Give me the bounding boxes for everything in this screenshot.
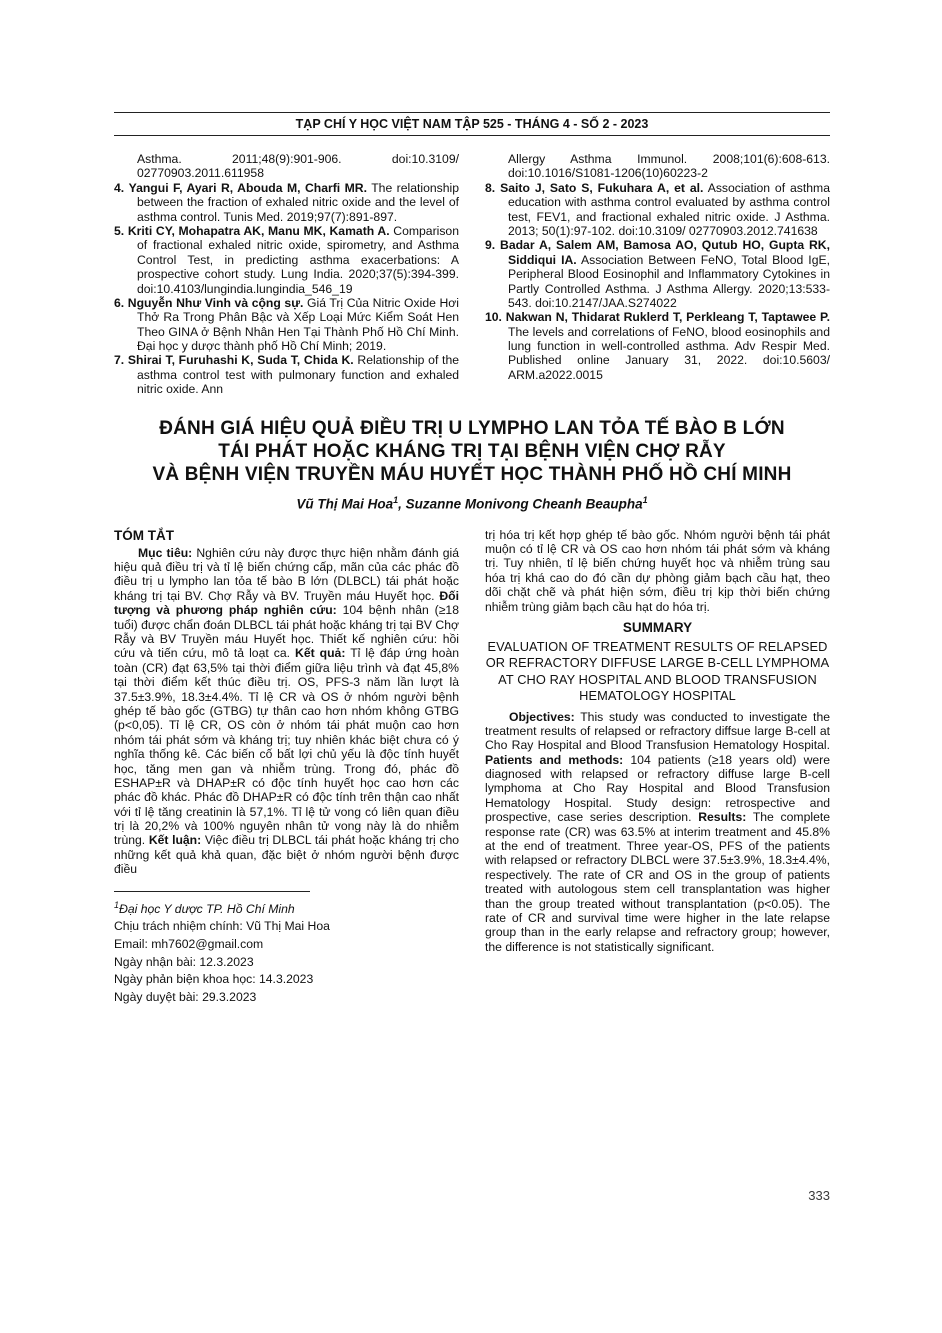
footnote-date-received: Ngày nhận bài: 12.3.2023: [114, 954, 254, 969]
footnote-affiliation-marker: 1: [114, 899, 120, 910]
reference-authors: Badar A, Salem AM, Bamosa AO, Qutub HO, Gupta RK, Siddiqui IA.: [500, 238, 830, 267]
reference-item: [114, 152, 459, 181]
abstract-vi-continued: trị hóa trị kết hợp ghép tế bào gốc. Nhóm người bệnh tái phát muộn có tỉ lệ CR và OS cao hơn nhóm tái phát sớm và kháng trị. Tuy nhiên, tỉ lệ biến chứng huyết học và nhiễm trùng sau hóa trị khá cao do đó cần dự phòng giảm bạch cầu hạt, theo dõi chặt chẽ và phát hiện sớm, điều trị kịp thời biến chứng nhiễm trùng giảm bạch cầu hạt do hóa trị.: [485, 527, 830, 614]
reference-authors: Nguyễn Như Vinh và cộng sự.: [127, 295, 304, 310]
footnote-divider: [114, 891, 310, 892]
reference-item: [114, 224, 459, 296]
summary-label-objectives: Objectives:: [509, 709, 575, 724]
abstract-label-results: Kết quả:: [295, 646, 346, 661]
summary-segment-text: This study was conducted to investigate the treatment results of relapsed or refractory diffsue large B-cell at Cho Ray Hospital and Blood Transfusion Hematology Hospital.: [485, 709, 831, 753]
abstract-segment-text: Tỉ lệ đáp ứng hoàn toàn (CR) đạt 63,5% tại thời điểm giữa liệu trình và đạt 45,8% tại thời điểm kết thúc điều trị. OS, PFS-3 năm lần lượt là 37.5±3.9%, 18.3±4.4%. Tỉ lệ CR và OS ở nhóm người bệnh ghép tế bào gốc (GTBG) tự thân cao hơn nhóm không GTBG (p<0,05). Tỉ lệ CR, OS còn ở nhóm tái phát muộn cao hơn nhóm tái phát sớm và kháng trị; tuy nhiên khác biệt chưa có ý nghĩa thống kê. Các biến cố bất lợi chủ yếu là độc tính huyết học, tăng men gan và nhiễm trùng. Trong đó, phác đồ ESHAP±R và DHAP±R có độc tính huyết học cao hơn các phác đồ khác. Phác đồ DHAP±R có độc tính trên thận cao nhất với tỉ lệ tăng creatinin là 57,1%. Tỉ lệ tử vong có liên quan điều trị là 20,2% và 100% nguyên nhân tử vong này là do nhiễm trùng.: [114, 646, 460, 848]
author-name: Suzanne Monivong Cheanh Beaupha: [405, 496, 643, 512]
article-authors: [114, 495, 830, 512]
article-title: [114, 417, 830, 487]
reference-authors: Nakwan N, Thidarat Ruklerd T, Perkleang T, Taptawee P.: [505, 310, 830, 325]
footnote-date-accepted: Ngày duyệt bài: 29.3.2023: [114, 990, 257, 1005]
reference-number: 9.: [485, 238, 496, 253]
author-name: Vũ Thị Mai Hoa: [296, 496, 394, 512]
reference-text: Giá Trị Của Nitric Oxide Hơi Thở Ra Trong Phân Bậc và Xếp Loại Mức Kiểm Soát Hen Theo GINA ở Bệnh Nhân Hen Tại Thành Phố Hồ Chí Minh. Đại học y dược thành phố Hồ Chí Minh; 2019.: [137, 295, 459, 354]
reference-number: 7.: [114, 353, 125, 368]
references-left-column: [114, 152, 459, 397]
reference-item: [114, 296, 459, 354]
reference-number: 4.: [114, 180, 125, 195]
summary-segment-text: The complete response rate (CR) was 63.5% at interim treatment and 45.8% at the end of treatment. Three year-OS, PFS of the patients with relapsed or refractory DLBCL were 37.5±3.9%, 18.3±4.4%, respectively. The rate of CR and OS in the group of patients treated with autologous stem cell transplantation was higher than the group treated without transplantation (p<0.05). The rate of CR and survival time were higher in the late relapse group than in the early relapse and refractory group; however, the difference is not statistically significant.: [485, 810, 831, 954]
reference-text: Relationship of the asthma control test with pulmonary function and exhaled nitric oxide. Ann: [137, 353, 460, 397]
reference-item: [485, 181, 830, 239]
footnote-affiliation: [114, 899, 459, 919]
reference-text: Asthma. 2011;48(9):901-906. doi:10.3109/ 02770903.2011.611958: [137, 152, 459, 181]
reference-text: Comparison of fractional exhaled nitric oxide, spirometry, and Asthma Control Test, in predicting asthma exacerbations: A prospective cohort study. Lung India. 2020;37(5):394-399. doi:10.4103/lungindia.lungindia_546_19: [137, 223, 459, 296]
footnote-date-reviewed: Ngày phản biện khoa học: 14.3.2023: [114, 972, 314, 987]
reference-text: Association of asthma education with asthma control evaluated by asthma control test, FEV1, and fractional exhaled nitric oxide. J Asthma. 2013; 50(1):97-102. doi:10.3109/ 02770903.2012.741638: [508, 180, 830, 238]
abstract-right-column: [485, 528, 830, 1007]
abstract-en-text: [485, 710, 830, 955]
footnote-block: [114, 891, 459, 1007]
reference-text: Association Between FeNO, Total Blood IgE, Peripheral Blood Eosinophil and Inflammatory Cytokines in Partly Controlled Asthma. J Asthma Allergy. 2020;13:533-543. doi:10.2147/JAA.S274022: [508, 252, 830, 310]
abstract-section: [114, 528, 830, 1007]
reference-item: [485, 310, 830, 382]
footnote-affiliation-text: Đại học Y dược TP. Hồ Chí Minh: [119, 901, 295, 916]
abstract-segment-text: Nghiên cứu này được thực hiện nhằm đánh giá hiệu quả điều trị và tỉ lệ biến chứng cấp, mãn của các phác đồ điều trị u lympho lan tỏa tế bào B lớn (DLBCL) tái phát hoặc kháng trị tại BV. Chợ Rẫy và BV. Truyền máu Huyết học.: [114, 545, 459, 603]
summary-heading: SUMMARY: [622, 620, 693, 635]
abstract-segment-text: Việc điều trị DLBCL tái phát hoặc kháng trị cho những kết quả khả quan, đặc biệt ở nhóm người bệnh được điều: [114, 833, 460, 877]
abstract-label-conclusion: Kết luận:: [148, 833, 202, 848]
reference-text: The relationship between the fraction of exhaled nitric oxide and the level of asthma control. Tunis Med. 2019;97(7):891-897.: [137, 180, 459, 224]
reference-authors: Saito J, Sato S, Fukuhara A, et al.: [500, 180, 704, 195]
footnote-corresponding-author: Chịu trách nhiệm chính: Vũ Thị Mai Hoa: [114, 919, 330, 934]
reference-item: [485, 238, 830, 310]
reference-authors: Shirai T, Furuhashi K, Suda T, Chida K.: [127, 353, 354, 368]
author-separator: ,: [398, 496, 406, 512]
reference-number: 8.: [485, 180, 496, 195]
journal-header-text: TẠP CHÍ Y HỌC VIỆT NAM TẬP 525 - THÁNG 4 - SỐ 2 - 2023: [295, 117, 649, 131]
summary-segment-text: 104 patients (≥18 years old) were diagnosed with relapsed or refractory diffuse large B-cell lymphoma at Cho Ray Hospital and Blood Transfusion Hematology Hospital. Study design: retrospective and prospective, case series description.: [485, 752, 831, 825]
reference-item: [114, 181, 459, 224]
abstract-vi-text: [114, 546, 459, 877]
abstract-left-column: [114, 528, 459, 1007]
reference-number: 10.: [485, 310, 502, 325]
article-title-line: VÀ BỆNH VIỆN TRUYỀN MÁU HUYẾT HỌC THÀNH PHỐ HỒ CHÍ MINH: [152, 463, 792, 485]
footnote-email: Email: mh7602@gmail.com: [114, 937, 264, 952]
summary-label-results: Results:: [698, 810, 747, 825]
summary-label-methods: Patients and methods:: [485, 752, 624, 767]
reference-authors: Kriti CY, Mohapatra AK, Manu MK, Kamath A.: [127, 223, 390, 238]
reference-number: 6.: [114, 295, 125, 310]
abstract-segment-text: 104 bệnh nhân (≥18 tuổi) được chẩn đoán DLBCL tái phát hoặc kháng trị tại BV Chợ Rẫy và BV Truyền máu Huyết học. Thiết kế nghiên cứu: hồi cứu và tiến cứu, mô tả loạt ca.: [114, 603, 459, 661]
summary-english-title: EVALUATION OF TREATMENT RESULTS OF RELAPSED OR REFRACTORY DIFFUSE LARGE B-CELL LYMPHOMA AT CHO RAY HOSPITAL AND BLOOD TRANSFUSION HEMATOLOGY HOSPITAL: [485, 639, 830, 704]
author-affiliation-marker: 1: [393, 495, 399, 506]
page-number: 333: [808, 1188, 830, 1203]
abstract-label-methods: Đối tượng và phương pháp nghiên cứu:: [114, 588, 459, 618]
abstract-heading: TÓM TẮT: [114, 527, 174, 543]
running-head: [114, 112, 830, 136]
reference-text: Allergy Asthma Immunol. 2008;101(6):608-613. doi:10.1016/S1081-1206(10)60223-2: [508, 152, 830, 181]
abstract-label-objectives: Mục tiêu:: [138, 545, 193, 560]
references-right-column: [485, 152, 830, 397]
reference-item: [485, 152, 830, 181]
reference-number: 5.: [114, 223, 125, 238]
reference-authors: Yangui F, Ayari R, Abouda M, Charfi MR.: [128, 180, 367, 195]
reference-item: [114, 353, 459, 396]
references-section: [114, 152, 830, 397]
reference-text: The levels and correlations of FeNO, blood eosinophils and lung function in well-controlled asthma. Adv Respir Med. Published online January 31, 2022. doi:10.5603/ ARM.a2022.0015: [508, 324, 830, 382]
author-affiliation-marker: 1: [642, 495, 648, 506]
article-title-line: TÁI PHÁT HOẶC KHÁNG TRỊ TẠI BỆNH VIỆN CHỢ RẪY: [218, 440, 726, 462]
article-title-line: ĐÁNH GIÁ HIỆU QUẢ ĐIỀU TRỊ U LYMPHO LAN TỎA TẾ BÀO B LỚN: [159, 417, 785, 439]
